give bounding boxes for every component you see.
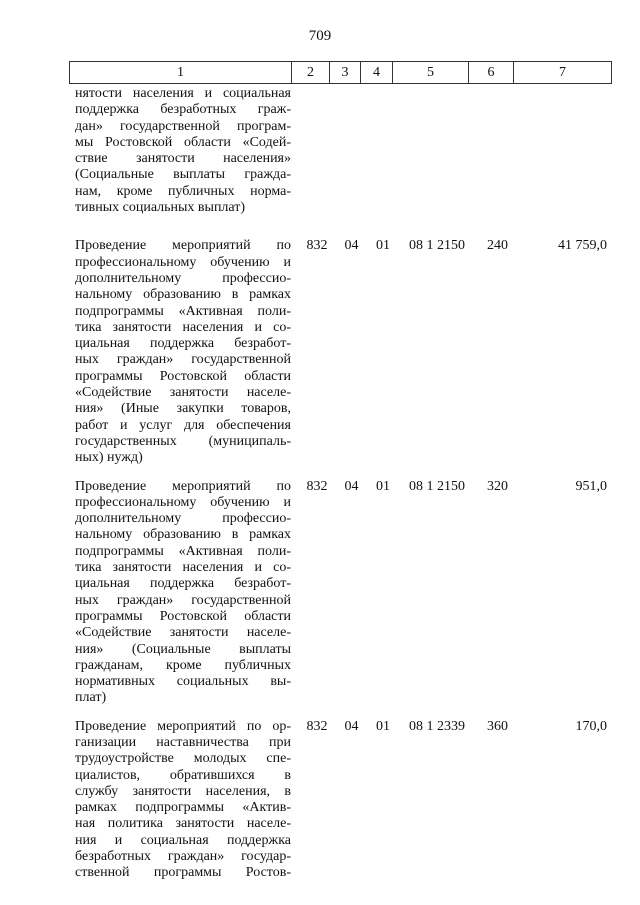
- description-line: ния» (Иные закупки товаров,: [75, 401, 291, 417]
- table-row: [69, 479, 611, 707]
- description-line: ганизации наставничества при: [75, 734, 291, 750]
- description-line: подпрограммы «Активная поли-: [75, 543, 291, 559]
- table-row: [69, 238, 611, 466]
- cell-section: 04: [344, 478, 359, 494]
- description-line: ная политика занятости населе-: [75, 816, 291, 832]
- description-line: циальная поддержка безработ-: [75, 576, 291, 592]
- description-line: тика занятости населения и со-: [75, 560, 291, 576]
- column-header-5: 5: [393, 62, 469, 84]
- table-body: [69, 86, 611, 894]
- column-header-4: 4: [361, 62, 393, 84]
- row-description: [69, 86, 291, 216]
- column-header-6: 6: [469, 62, 514, 84]
- description-line: ных граждан» государственной: [75, 592, 291, 608]
- cell-expense-type: 360: [487, 718, 508, 734]
- cell-amount: 170,0: [575, 718, 607, 734]
- description-line: нормативных социальных вы-: [75, 674, 291, 690]
- description-line: гражданам, кроме публичных: [75, 657, 291, 673]
- row-description: [69, 238, 291, 466]
- description-line: безработных граждан» государ-: [75, 849, 291, 865]
- description-line: подпрограммы «Активная поли-: [75, 303, 291, 319]
- cell-amount: 41 759,0: [558, 238, 607, 254]
- cell-target-article: 08 1 2150: [409, 478, 465, 494]
- description-line: работ и услуг для обеспечения: [75, 417, 291, 433]
- cell-ministry-code: 832: [306, 238, 328, 254]
- description-line: ных) нужд): [75, 450, 143, 466]
- cell-amount: 951,0: [575, 478, 607, 494]
- description-line: ственной программы Ростов-: [75, 865, 291, 881]
- description-line: ствие занятости населения»: [75, 151, 291, 167]
- cell-section: 04: [344, 238, 359, 254]
- column-header-table: [69, 61, 612, 84]
- description-line: программы Ростовской области: [75, 608, 291, 624]
- description-line: нальному образованию в рамках: [75, 287, 291, 303]
- description-line: профессиональному обучению и: [75, 254, 291, 270]
- column-header-row: [70, 62, 612, 84]
- description-line: нам, кроме публичных норма-: [75, 183, 291, 199]
- cell-ministry-code: 832: [306, 718, 328, 734]
- cell-section: 04: [344, 718, 359, 734]
- description-line: государственных (муниципаль-: [75, 433, 291, 449]
- cell-subsection: 01: [376, 238, 390, 254]
- description-line: Проведение мероприятий по ор-: [75, 718, 291, 734]
- cell-expense-type: 320: [487, 478, 508, 494]
- description-line: «Содействие занятости населе-: [75, 625, 291, 641]
- description-line: тика занятости населения и со-: [75, 319, 291, 335]
- page-number: 709: [308, 28, 332, 44]
- description-line: программы Ростовской области: [75, 368, 291, 384]
- description-line: нальному образованию в рамках: [75, 527, 291, 543]
- description-line: трудоустройстве молодых спе-: [75, 751, 291, 767]
- row-description: [69, 719, 291, 882]
- cell-target-article: 08 1 2150: [409, 238, 465, 254]
- cell-subsection: 01: [376, 718, 390, 734]
- description-line: ных граждан» государственной: [75, 352, 291, 368]
- description-line: дополнительному профессио-: [75, 511, 291, 527]
- description-line: поддержка безработных граж-: [75, 102, 291, 118]
- description-line: дан» государственной програм-: [75, 118, 291, 134]
- description-line: Проведение мероприятий по: [75, 478, 291, 494]
- description-line: циалистов, обратившихся в: [75, 767, 291, 783]
- column-header-3: 3: [330, 62, 361, 84]
- column-header-1: 1: [70, 62, 292, 84]
- description-line: (Социальные выплаты гражда-: [75, 167, 291, 183]
- cell-ministry-code: 832: [306, 478, 328, 494]
- row-description: [69, 479, 291, 707]
- column-header-7: 7: [514, 62, 612, 84]
- description-line: нятости населения и социальная: [75, 86, 291, 101]
- description-line: плат): [75, 690, 107, 706]
- table-row: [69, 86, 611, 216]
- cell-subsection: 01: [376, 478, 390, 494]
- description-line: дополнительному профессио-: [75, 270, 291, 286]
- description-line: Проведение мероприятий по: [75, 238, 291, 254]
- description-line: мы Ростовской области «Содей-: [75, 134, 291, 150]
- description-line: профессиональному обучению и: [75, 494, 291, 510]
- cell-expense-type: 240: [487, 238, 508, 254]
- table-row: [69, 719, 611, 882]
- description-line: ния» (Социальные выплаты: [75, 641, 291, 657]
- cell-target-article: 08 1 2339: [409, 718, 465, 734]
- column-header-2: 2: [292, 62, 330, 84]
- description-line: ния и социальная поддержка: [75, 832, 291, 848]
- description-line: рамках подпрограммы «Актив-: [75, 800, 291, 816]
- description-line: службу занятости населения, в: [75, 783, 291, 799]
- description-line: циальная поддержка безработ-: [75, 336, 291, 352]
- description-line: тивных социальных выплат): [75, 200, 246, 216]
- description-line: «Содействие занятости населе-: [75, 385, 291, 401]
